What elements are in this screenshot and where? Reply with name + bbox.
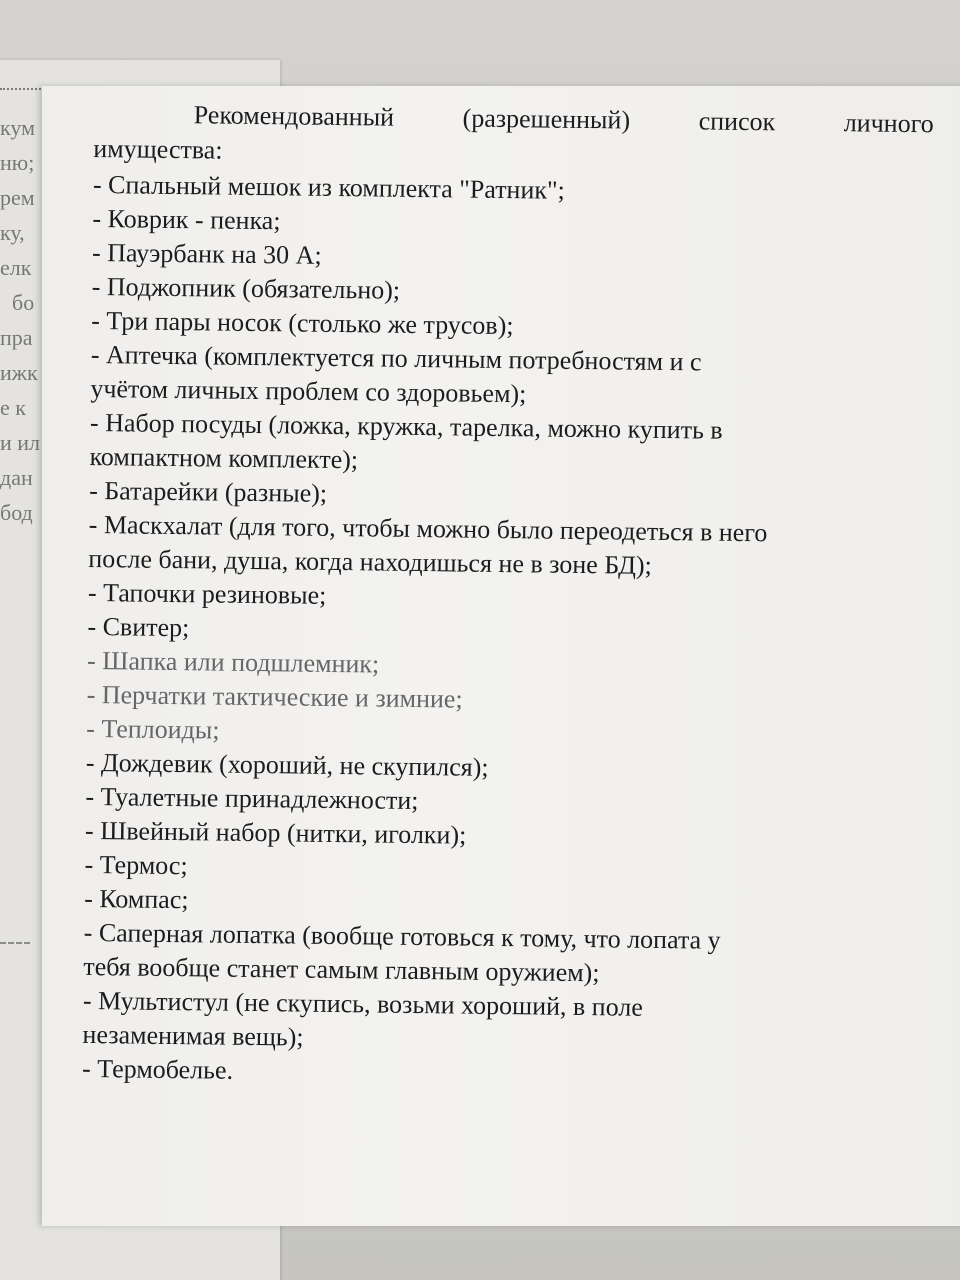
title-word: Рекомендованный: [193, 100, 395, 132]
list-item: - Перчатки тактические и зимние;: [86, 679, 463, 714]
background-text-fragments: [0, 110, 40, 530]
list-item: - Спальный мешок из комплекта "Ратник";: [92, 169, 566, 205]
fragment: елк: [0, 255, 32, 280]
fragment: бо: [12, 290, 35, 315]
list-item: - Компас;: [84, 883, 189, 915]
list-item: - Мультистул (не скупись, возьми хороший, в поле: [82, 985, 644, 1022]
list-item: - Поджопник (обязательно);: [91, 271, 401, 305]
list-item: - Пауэрбанк на 30 А;: [91, 237, 322, 270]
list-item: - Термобелье.: [81, 1053, 234, 1085]
list-item: - Теплоиды;: [86, 713, 220, 745]
list-item: - Саперная лопатка (вообще готовься к тому, что лопата у: [83, 917, 721, 955]
title-word: личного: [843, 108, 934, 139]
list-item-continuation: незаменимая вещь);: [82, 1019, 304, 1052]
fragment: кум: [0, 115, 36, 140]
list-item: - Тапочки резиновые;: [87, 577, 327, 610]
document-title-continuation: имущества:: [93, 133, 223, 165]
fragment: и ил: [0, 430, 41, 455]
list-item: - Швейный набор (нитки, иголки);: [84, 815, 467, 850]
list-item: - Три пары носок (столько же трусов);: [91, 305, 514, 341]
list-item-continuation: компактном комплекте);: [89, 441, 359, 475]
title-word: (разрешенный): [462, 103, 631, 135]
list-item: - Термос;: [84, 849, 188, 881]
list-item: - Аптечка (комплектуется по личным потребностям и с: [90, 339, 702, 377]
list-item: - Коврик - пенка;: [92, 203, 281, 236]
fragment: бод: [0, 500, 33, 525]
fragment: ижк: [0, 360, 38, 385]
fragment: ку,: [0, 220, 25, 245]
document-body: [82, 96, 934, 1096]
title-word: список: [698, 106, 776, 137]
list-item: - Шапка или подшлемник;: [86, 645, 380, 679]
list-item: - Маскхалат (для того, чтобы можно было переодеться в него: [88, 509, 768, 548]
fragment: пра: [0, 325, 33, 350]
list-item-continuation: тебя вообще станет самым главным оружием);: [83, 951, 600, 988]
list-item-continuation: после бани, душа, когда находишься не в зоне БД);: [88, 543, 653, 580]
fragment: дан: [0, 465, 33, 490]
list-item: - Туалетные принадлежности;: [85, 781, 419, 816]
fragment: е к: [0, 395, 26, 420]
dashed-line: [0, 942, 30, 944]
fragment: рем: [0, 185, 35, 210]
list-item-continuation: учётом личных проблем со здоровьем);: [90, 373, 527, 409]
fragment: ню;: [0, 150, 35, 175]
list-item: - Свитер;: [87, 611, 190, 643]
list-item: - Дождевик (хороший, не скупился);: [85, 747, 489, 782]
list-item: - Батарейки (разные);: [89, 475, 328, 508]
list-item: - Набор посуды (ложка, кружка, тарелка, можно купить в: [89, 407, 723, 445]
